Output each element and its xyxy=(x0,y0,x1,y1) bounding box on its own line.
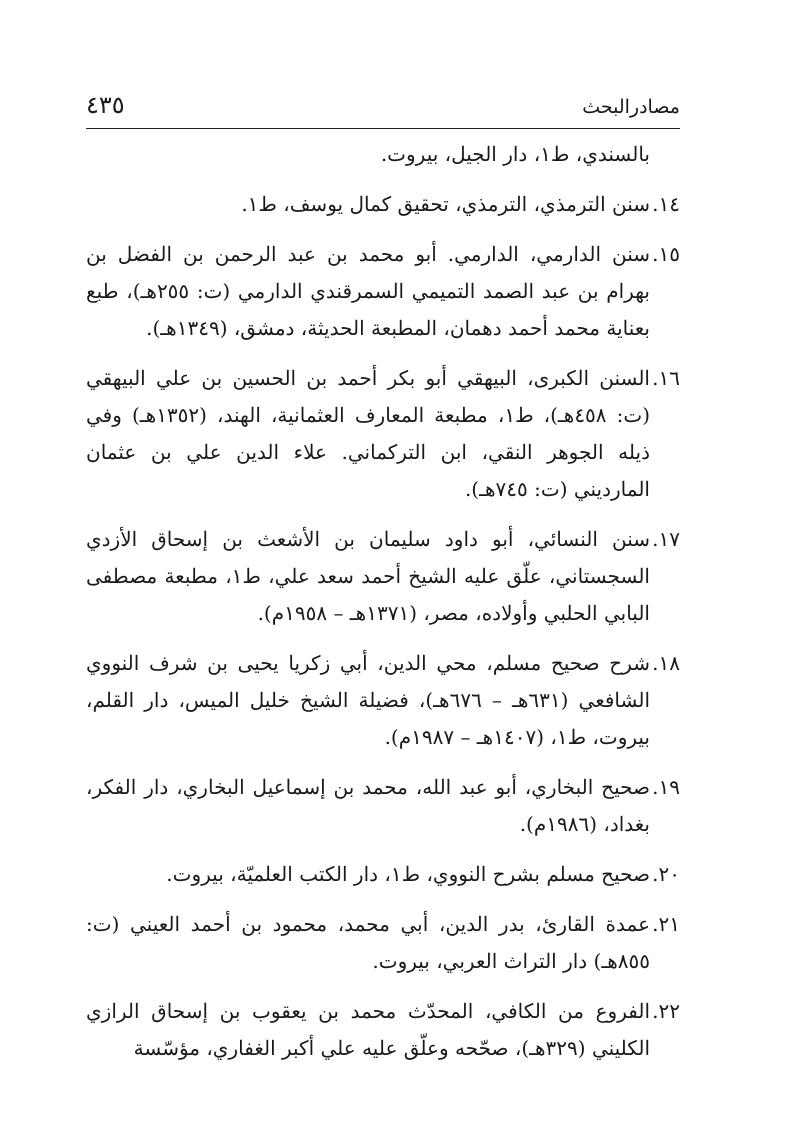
entry-text: السنن الكبرى، البيهقي أبو بكر أحمد بن الحسين بن علي البيهقي (ت: ٤٥٨هـ)، ط١، مطبعة المعارف العثمانية، الهند، (١٣٥٢هـ) وفي ذيله الجوهر النقي، ابن التركماني. علاء الدين علي بن عثمان الماردیني (ت: ٧٤٥هـ). xyxy=(86,366,650,501)
bibliography-entry-14 xyxy=(86,186,680,223)
bibliography-entry-21 xyxy=(86,906,680,980)
bibliography-continuation xyxy=(86,136,680,173)
bibliography-entry-19 xyxy=(86,769,680,843)
entry-number: ١٨. xyxy=(652,651,680,675)
entry-number: ١٧. xyxy=(652,527,680,551)
entry-text: صحيح البخاري، أبو عبد الله، محمد بن إسماعيل البخاري، دار الفكر، بغداد، (١٩٨٦م). xyxy=(86,775,650,836)
entry-number: ٢١. xyxy=(652,912,680,936)
entry-number: ١٥. xyxy=(652,242,680,266)
bibliography-entry-16 xyxy=(86,360,680,508)
bibliography-list xyxy=(86,136,680,1080)
bibliography-entry-20 xyxy=(86,856,680,893)
entry-text: الفروع من الكافي، المحدّث محمد بن يعقوب بن إسحاق الرازي الكليني (٣٢٩هـ)، صحّحه وعلّق عليه علي أكبر الغفاري، مؤسّسة xyxy=(86,999,650,1060)
entry-text: صحيح مسلم بشرح النووي، ط١، دار الكتب العلميّة، بيروت. xyxy=(166,862,650,886)
entry-text: سنن الترمذي، الترمذي، تحقيق كمال يوسف، ط١. xyxy=(241,192,650,216)
entry-number: ١٤. xyxy=(652,192,680,216)
bibliography-entry-17 xyxy=(86,521,680,632)
bibliography-entry-15 xyxy=(86,236,680,347)
continuation-text: بالسندي، ط١، دار الجيل، بيروت. xyxy=(380,142,650,166)
entry-number: ٢٢. xyxy=(652,999,680,1023)
entry-text: سنن النسائي، أبو داود سليمان بن الأشعث بن إسحاق الأزدي السجستاني، علّق عليه الشيخ أحمد سعد علي، ط١، مطبعة مصطفى البابي الحلبي وأولاده، مصر، (١٣٧١هـ – ١٩٥٨م). xyxy=(86,527,650,625)
bibliography-entry-22 xyxy=(86,993,680,1067)
entry-number: ١٩. xyxy=(652,775,680,799)
entry-number: ٢٠. xyxy=(652,862,680,886)
running-title: مصادرالبحث xyxy=(582,96,680,118)
entry-text: عمدة القارئ، بدر الدين، أبي محمد، محمود بن أحمد العيني (ت: ٨٥٥هـ) دار التراث العربي، بيروت. xyxy=(86,912,650,973)
page-number: ٤٣٥ xyxy=(86,91,125,119)
entry-text: سنن الدارمي، الدارمي. أبو محمد بن عبد الرحمن بن الفضل بن بهرام بن عبد الصمد التميمي السمرقندي الدارمي (ت: ٢٥٥هـ)، طبع بعناية محمد أحمد دهمان، المطبعة الحديثة، دمشق، (١٣٤٩هـ). xyxy=(86,242,651,340)
running-header xyxy=(86,88,680,129)
entry-text: شرح صحيح مسلم، محي الدين، أبي زكريا يحيى بن شرف النووي الشافعي (٦٣١هـ – ٦٧٦هـ)، فضيلة الشيخ خليل الميس، دار القلم، بيروت، ط١، (١٤٠٧هـ – ١٩٨٧م). xyxy=(86,651,650,749)
entry-number: ١٦. xyxy=(652,366,680,390)
bibliography-entry-18 xyxy=(86,645,680,756)
